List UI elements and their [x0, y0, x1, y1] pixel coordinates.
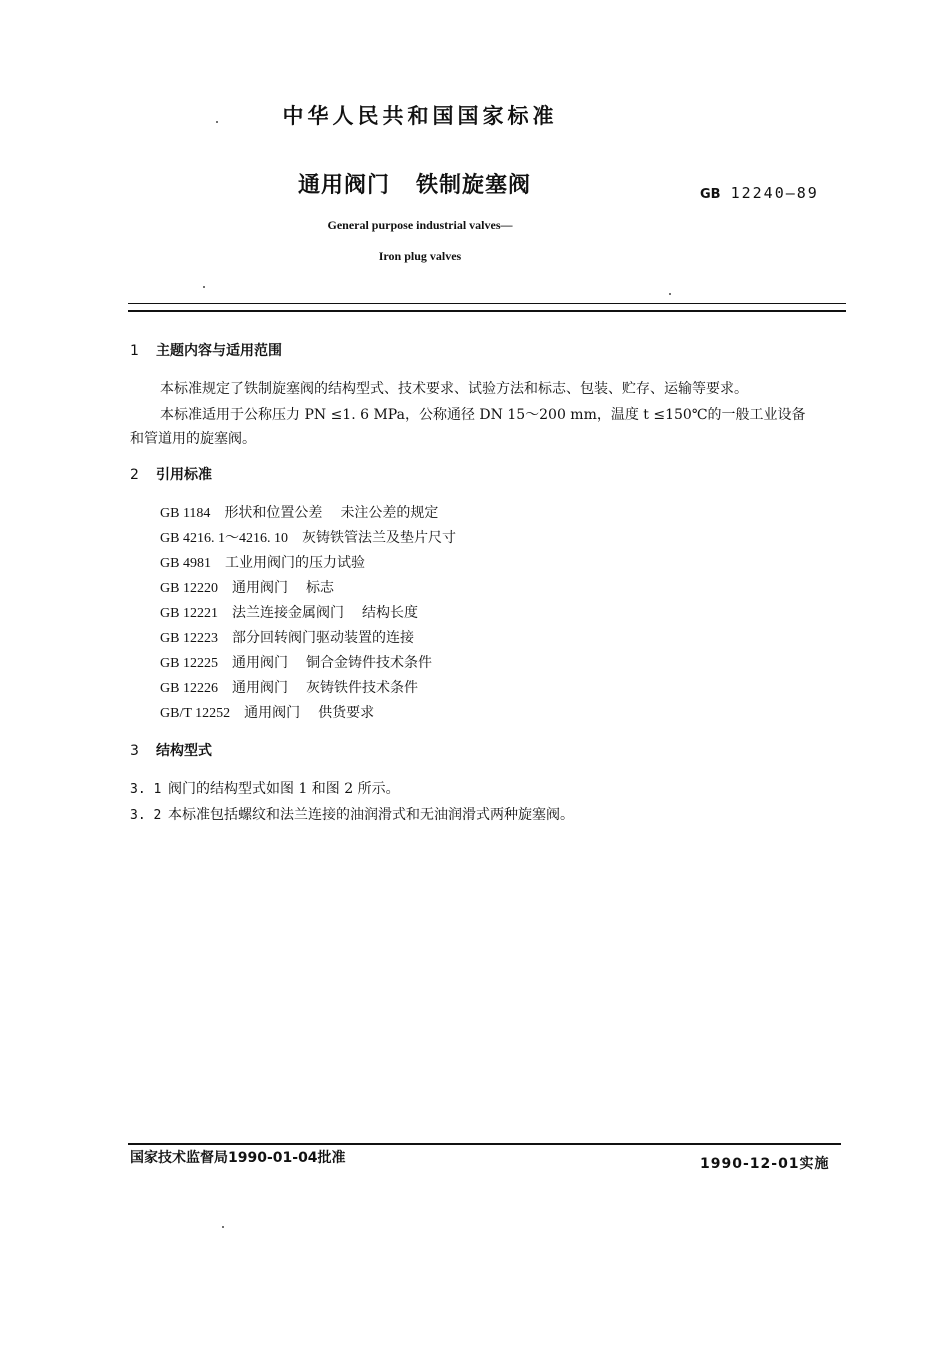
effective-date: 1990-12-01实施: [700, 1156, 830, 1172]
reference-code: GB 1184: [160, 506, 211, 521]
reference-code: GB 4981: [160, 556, 211, 571]
clause-3-2: [130, 804, 574, 824]
reference-code: GB 12223: [160, 631, 218, 646]
clause-text: 本标准包括螺纹和法兰连接的油润滑式和无油润滑式两种旋塞阀。: [168, 807, 574, 823]
section-1-paragraph-2: 本标准适用于公称压力 PN ≤1. 6 MPa，公称通径 DN 15～200 mm，温度 t ≤150℃的一般工业设备: [160, 407, 806, 423]
header-rule-thick: [128, 310, 846, 312]
english-title-line-2: Iron plug valves: [378, 249, 462, 263]
section-1-paragraph-2-cont: 和管道用的旋塞阀。: [130, 431, 256, 447]
approval-date: 国家技术监督局1990-01-04批准: [130, 1150, 346, 1166]
reference-item: [160, 602, 418, 622]
section-1-paragraph-1: 本标准规定了铁制旋塞阀的结构型式、技术要求、试验方法和标志、包装、贮存、运输等要求。: [160, 381, 748, 397]
reference-item: [160, 677, 418, 697]
reference-item: [160, 577, 334, 597]
reference-item: [160, 527, 474, 547]
clause-number: 3. 1: [130, 782, 162, 797]
reference-subtitle: 标志: [305, 580, 334, 596]
title-part-1: 通用阀门: [298, 173, 391, 198]
reference-title: 法兰连接金属阀门: [231, 605, 344, 621]
clause-text: 阀门的结构型式如图 1 和图 2 所示。: [168, 781, 400, 797]
reference-subtitle: 结构长度: [361, 605, 418, 621]
reference-title: 通用阀门: [244, 705, 301, 721]
reference-title: 部分回转阀门驱动装置的连接: [231, 630, 414, 646]
section-1-heading: [130, 340, 282, 360]
reference-item: [160, 652, 432, 672]
reference-title: 工业用阀门的压力试验: [224, 555, 365, 571]
reference-code: GB 12220: [160, 581, 218, 596]
standard-code: 12240—89: [730, 184, 819, 202]
reference-subtitle: 未注公差的规定: [340, 505, 439, 521]
reference-item: [160, 702, 374, 722]
reference-title: 通用阀门: [231, 580, 288, 596]
clause-3-1: [130, 778, 400, 798]
title-part-2: 铁制旋塞阀: [416, 173, 532, 198]
reference-code: GB 12225: [160, 656, 218, 671]
reference-subtitle: 铜合金铸件技术条件: [305, 655, 432, 671]
reference-title: 通用阀门: [231, 680, 288, 696]
reference-item: [160, 627, 432, 647]
scan-speck: [222, 1226, 224, 1228]
section-3-title: 结构型式: [156, 743, 212, 759]
section-3-number: 3: [130, 743, 139, 759]
reference-code: GB 4216. 1～4216. 10: [160, 531, 288, 546]
standard-org-heading: 中华人民共和国国家标准: [282, 104, 558, 128]
english-title-line-1: General purpose industrial valves—: [327, 218, 513, 232]
scan-speck: [669, 293, 671, 295]
reference-title: 形状和位置公差: [224, 505, 323, 521]
reference-subtitle: 灰铸铁件技术条件: [305, 680, 418, 696]
header-rule-thin: [128, 303, 846, 304]
footer-rule: [128, 1143, 841, 1145]
section-2-heading: [130, 464, 212, 484]
document-title: [298, 168, 531, 199]
section-1-number: 1: [130, 343, 139, 359]
reference-code: GB/T 12252: [160, 706, 231, 721]
scan-speck: [203, 286, 205, 288]
section-2-title: 引用标准: [156, 467, 212, 483]
reference-subtitle: 供货要求: [318, 705, 375, 721]
section-2-number: 2: [130, 467, 139, 483]
reference-item: [160, 502, 438, 522]
standard-number: [700, 184, 819, 202]
clause-number: 3. 2: [130, 808, 162, 823]
reference-title: 灰铸铁管法兰及垫片尺寸: [301, 530, 456, 546]
section-1-title: 主题内容与适用范围: [156, 343, 282, 359]
standard-prefix: GB: [700, 187, 721, 202]
section-3-heading: [130, 740, 212, 760]
reference-title: 通用阀门: [231, 655, 288, 671]
reference-code: GB 12221: [160, 606, 218, 621]
reference-item: [160, 552, 383, 572]
reference-code: GB 12226: [160, 681, 218, 696]
scan-speck: [216, 121, 218, 123]
